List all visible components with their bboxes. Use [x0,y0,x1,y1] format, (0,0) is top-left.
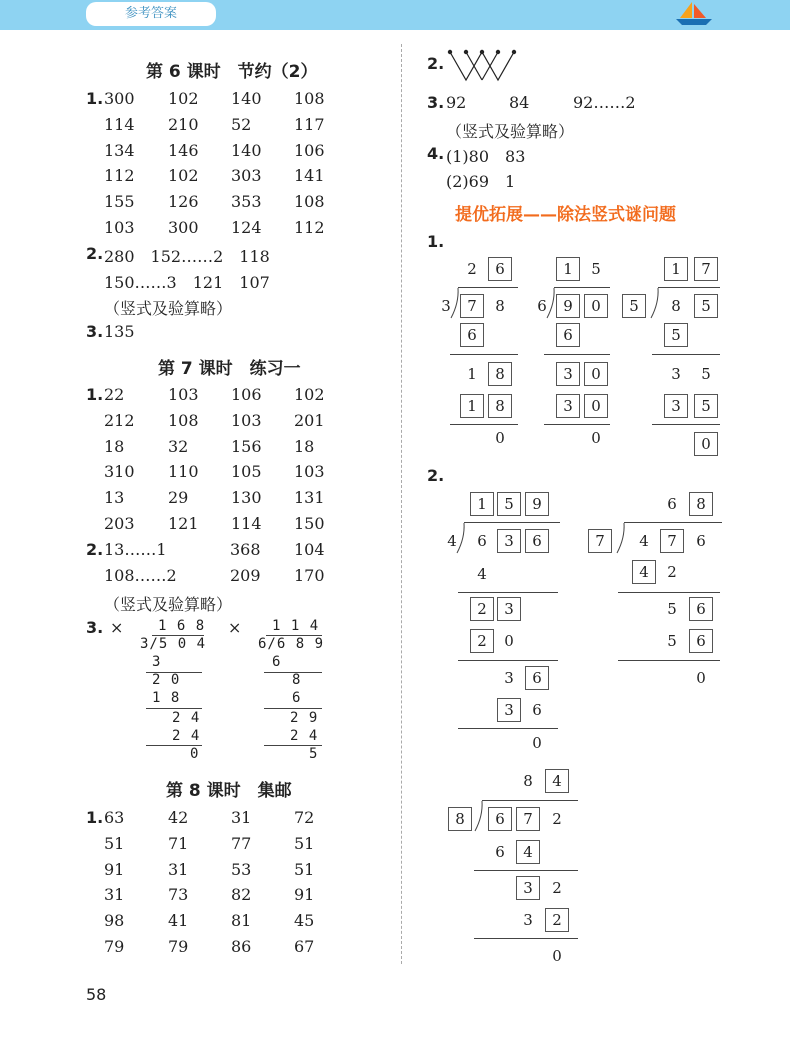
p2-quotient-digit: 5 [591,260,601,278]
p5-subtract1-box1: 4 [632,560,656,584]
lesson6-q1-cell: 140 [231,140,262,160]
lesson7-q1-cell: 108 [168,410,199,430]
lesson6-q1-cell: 114 [104,114,135,134]
right-q3-v3: 92……2 [573,93,636,112]
calc2-step5: 2 4 [290,728,319,744]
lesson6-q1-cell: 108 [294,192,325,212]
lesson8-q1-cell: 31 [168,859,189,879]
p1-division-bracket [450,287,460,319]
p5-dividend-box: 7 [660,529,684,553]
sailboat-icon [672,0,720,28]
p1-subtract2-box2: 8 [488,394,512,418]
lesson6-q1-cell: 108 [294,89,325,108]
lesson7-q1-cell: 32 [168,436,189,456]
right-q3-label: 3. [427,93,445,112]
lesson7-q1-label: 1. [86,385,104,404]
p4-subtract3-box: 3 [497,698,521,722]
p3-subtract2-box2: 5 [694,394,718,418]
lesson7-q1-cell: 130 [231,488,262,508]
lesson6-q1-cell: 353 [231,192,262,212]
calc1-step3: 1 8 [152,690,181,706]
lesson7-q1-cell: 22 [104,385,125,404]
calc1-step1: 3 [152,654,162,670]
lesson8-q1-cell: 42 [168,808,189,827]
lesson6-q1-cell: 103 [104,218,135,237]
p2-line2 [544,424,610,425]
lesson6-q1-cell: 126 [168,192,199,212]
lesson7-q2-note: （竖式及验算略） [104,595,233,614]
lesson7-q3-label: 3. [86,618,104,637]
p6-quotient-box: 4 [545,769,569,793]
p3-remainder1-digit1: 3 [671,365,681,383]
lesson7-q1-cell: 102 [294,385,325,404]
right-q3-note: （竖式及验算略） [446,122,575,141]
p3-final-remainder-box: 0 [694,432,718,456]
lesson7-q1-cell: 106 [231,385,262,404]
lesson6-q2-line2: 150……3 121 107 [104,273,270,292]
lesson6-q1-cell: 141 [294,166,325,186]
p1-subtract-box: 6 [460,323,484,347]
right-q2-label: 2. [427,54,445,73]
lesson7-q2-label: 2. [86,540,104,559]
p3-subtract2-box1: 3 [664,394,688,418]
lesson8-q1-cell: 91 [104,859,125,879]
p5-bracket-top [624,522,722,523]
lesson6-q2-note: （竖式及验算略） [104,299,233,318]
lesson7-q1-cell: 131 [294,488,325,508]
p6-subtract2-box: 2 [545,908,569,932]
p4-remainder2-digit: 3 [504,669,514,687]
lesson8-q1-cell: 86 [231,937,252,956]
calc1-remainder: 0 [190,746,200,762]
calc2-bracket [266,635,322,636]
p1-line2 [450,424,518,425]
lesson6-q1-cell: 52 [231,114,252,134]
lesson8-q1-cell: 72 [294,808,315,827]
lesson8-q1-cell: 81 [231,911,252,931]
p5-final-remainder: 0 [696,669,706,687]
right-q3-v1: 92 [446,93,467,112]
p4-bracket-top [464,522,560,523]
p5-subtract1-digit: 2 [667,563,677,581]
p4-division-bracket [456,522,466,554]
p5-remainder1-box: 6 [689,597,713,621]
lesson7-q1-cell: 310 [104,462,135,482]
lesson8-q1-cell: 51 [104,833,125,853]
p2-quotient-box: 1 [556,257,580,281]
lesson6-q1-cell: 146 [168,140,199,160]
calc1-step2: 2 0 [152,672,181,688]
p6-final-remainder: 0 [552,947,562,965]
lesson6-title: 第 6 课时 节约（2） [146,62,318,82]
lesson7-q2-b2: 209 [230,566,261,585]
lesson6-q1-cell: 102 [168,166,199,186]
lesson6-q1-cell: 102 [168,89,199,108]
lesson6-q1-cell: 112 [104,166,135,186]
p6-line1 [474,870,578,871]
p2-remainder1-box2: 0 [584,362,608,386]
lesson6-q3-answer: 135 [104,322,135,341]
calc2-step3: 6 [292,690,302,706]
p5-subtract2-digit: 5 [667,632,677,650]
p3-line1 [652,354,720,355]
lesson7-q1-cell: 156 [231,436,262,456]
lesson8-q1-cell: 67 [294,937,315,956]
lesson6-q1-cell: 303 [231,166,262,186]
p2-bracket-top [554,287,610,288]
lesson6-q1-cell: 117 [294,114,325,134]
p2-remainder1-box1: 3 [556,362,580,386]
p5-quotient-box: 8 [689,492,713,516]
p1-dividend-digit: 8 [495,297,505,315]
p3-bracket-top [658,287,720,288]
lesson7-q1-cell: 150 [294,514,325,533]
p2-line1 [544,354,610,355]
p6-divisor-box: 8 [448,807,472,831]
lesson8-q1-cell: 79 [104,937,125,956]
lesson6-q1-cell: 112 [294,218,325,237]
p1-bracket-top [458,287,518,288]
lesson7-q1-cell: 103 [231,410,262,430]
p1-final-remainder: 0 [495,429,505,447]
p3-dividend-box: 5 [694,294,718,318]
p1-subtract2-box1: 1 [460,394,484,418]
p5-remainder1-digit: 5 [667,600,677,618]
p5-divisor-box: 7 [588,529,612,553]
p5-quotient-digit: 6 [667,495,677,513]
lesson8-q1-cell: 71 [168,833,189,853]
calc1-step5: 2 4 [172,728,201,744]
p1-remainder1-digit: 1 [467,365,477,383]
p2-subtract2-box2: 0 [584,394,608,418]
p2-division-bracket [546,287,556,319]
lesson8-q1-cell: 51 [294,859,315,879]
lesson6-q2-line1: 280 152……2 118 [104,247,270,266]
p4-quotient-box1: 1 [470,492,494,516]
lesson7-q1-cell: 203 [104,514,135,533]
lesson6-q1-cell: 106 [294,140,325,160]
p4-divisor: 4 [447,532,457,550]
lesson7-q1-cell: 103 [168,385,199,404]
lesson8-q1-cell: 31 [104,885,125,905]
p4-subtract3-digit: 6 [532,701,542,719]
p5-line2 [618,660,720,661]
p1-quotient-digit: 2 [467,260,477,278]
lesson6-q1-cell: 155 [104,192,135,212]
calc2-dividend: 6/6 8 9 [258,636,325,652]
lesson7-q1-cell: 29 [168,488,189,508]
p6-dividend-digit: 2 [552,810,562,828]
extension-q1-label: 1. [427,232,445,251]
lesson6-q2-label: 2. [86,244,104,263]
lesson7-q2-a3: 104 [294,540,325,559]
p1-remainder1-box: 8 [488,362,512,386]
p3-subtract-box: 5 [664,323,688,347]
p2-dividend-box1: 9 [556,294,580,318]
lesson6-q1-cell: 300 [168,218,199,237]
lesson8-q1-cell: 77 [231,833,252,853]
lesson7-q2-a2: 368 [230,540,261,559]
calc1-dividend: 3/5 0 4 [140,636,207,652]
p2-divisor: 6 [537,297,547,315]
calc1-bracket [152,635,204,636]
p3-dividend-digit: 8 [671,297,681,315]
lesson8-title: 第 8 课时 集邮 [166,781,292,801]
lesson8-q1-cell: 45 [294,911,315,931]
p4-subtract2-digit: 0 [504,632,514,650]
lesson6-q1-cell: 134 [104,140,135,160]
p3-line2 [652,424,720,425]
lesson7-q2-a1: 13……1 [104,540,167,559]
lesson8-q1-cell: 51 [294,833,315,853]
p4-line3 [458,728,558,729]
calc2-step2: 8 [292,672,302,688]
p3-remainder1-digit2: 5 [701,365,711,383]
p2-subtract2-box1: 3 [556,394,580,418]
p6-division-bracket [474,800,484,832]
right-q4-label: 4. [427,144,445,163]
calc1-quotient: 1 6 8 [158,618,206,634]
p4-line1 [458,592,558,593]
extension-title: 提优拓展——除法竖式谜问题 [455,205,676,225]
calc2-line2 [264,708,322,709]
right-q4-line2: (2)69 1 [446,172,516,191]
p4-dividend-box1: 3 [497,529,521,553]
lesson7-q1-cell: 110 [168,462,199,482]
calc1-line2 [146,708,202,709]
column-divider [401,44,402,964]
cross-mark-2: × [228,618,242,637]
calc1-step4: 2 4 [172,710,201,726]
p2-subtract-box: 6 [556,323,580,347]
matching-lines-diagram [446,48,518,86]
p3-quotient-box1: 1 [664,257,688,281]
p6-dividend-box2: 7 [516,807,540,831]
lesson7-q1-cell: 212 [104,410,135,430]
lesson8-q1-cell: 53 [231,859,252,879]
calc2-step4: 2 9 [290,710,319,726]
lesson8-q1-cell: 98 [104,911,125,931]
lesson8-q1-cell: 79 [168,937,189,956]
cross-mark-1: × [110,618,124,637]
p5-division-bracket [616,522,626,554]
calc2-quotient: 1 1 4 [272,618,320,634]
p1-divisor: 3 [441,297,451,315]
calc2-step1: 6 [272,654,282,670]
p6-quotient-digit: 8 [523,772,533,790]
p3-divisor-box: 5 [622,294,646,318]
lesson7-q1-cell: 114 [231,514,262,533]
extension-q2-label: 2. [427,466,445,485]
p4-remainder1-box1: 2 [470,597,494,621]
p6-subtract1-box: 4 [516,840,540,864]
p4-line2 [458,660,558,661]
p4-dividend-digit: 6 [477,532,487,550]
p1-quotient-box: 6 [488,257,512,281]
p4-quotient-box2: 5 [497,492,521,516]
lesson7-q1-cell: 201 [294,410,325,430]
lesson7-q1-cell: 103 [294,462,325,482]
lesson7-q2-b3: 170 [294,566,325,585]
p6-line2 [474,938,578,939]
lesson8-q1-cell: 82 [231,885,252,905]
lesson7-q1-cell: 13 [104,488,125,508]
p2-final-remainder: 0 [591,429,601,447]
lesson8-q1-cell: 63 [104,808,125,827]
lesson7-q2-b1: 108……2 [104,566,177,585]
p6-subtract2-digit: 3 [523,911,533,929]
lesson8-q1-cell: 41 [168,911,189,931]
p4-dividend-box2: 6 [525,529,549,553]
lesson8-q1-label: 1. [86,808,104,827]
right-q3-v2: 84 [509,93,530,112]
lesson6-q1-cell: 140 [231,89,262,108]
lesson8-q1-cell: 73 [168,885,189,905]
lesson7-title: 第 7 课时 练习一 [158,359,301,379]
header-tab: 参考答案 [86,2,216,26]
lesson7-q1-cell: 18 [104,436,125,456]
p4-subtract2-box: 2 [470,629,494,653]
p6-subtract1-digit: 6 [495,843,505,861]
lesson8-q1-cell: 31 [231,808,252,827]
p5-dividend-digit2: 6 [696,532,706,550]
p5-subtract2-box: 6 [689,629,713,653]
calc2-remainder: 5 [309,746,319,762]
p4-remainder1-box2: 3 [497,597,521,621]
p4-remainder2-box: 6 [525,666,549,690]
p4-quotient-box3: 9 [525,492,549,516]
page-number: 58 [86,985,107,1004]
p4-final-remainder: 0 [532,734,542,752]
lesson7-q1-cell: 121 [168,514,199,533]
lesson6-q1-cell: 300 [104,89,135,108]
p3-quotient-box2: 7 [694,257,718,281]
p5-line1 [618,592,720,593]
lesson7-q1-cell: 105 [231,462,262,482]
p6-dividend-box1: 6 [488,807,512,831]
lesson7-q1-cell: 18 [294,436,315,456]
p3-division-bracket [650,287,660,319]
p4-subtract1-digit: 4 [477,565,487,583]
p6-remainder1-box: 3 [516,876,540,900]
lesson6-q1-cell: 210 [168,114,199,134]
lesson6-q3-label: 3. [86,322,104,341]
lesson6-q1-cell: 124 [231,218,262,237]
p1-line1 [450,354,518,355]
right-q4-line1: (1)80 83 [446,147,526,166]
p5-dividend-digit1: 4 [639,532,649,550]
p6-remainder1-digit: 2 [552,879,562,897]
p6-bracket-top [482,800,578,801]
lesson6-q1-label: 1. [86,89,104,108]
lesson8-q1-cell: 91 [294,885,315,905]
p2-dividend-box2: 0 [584,294,608,318]
p1-dividend-box: 7 [460,294,484,318]
